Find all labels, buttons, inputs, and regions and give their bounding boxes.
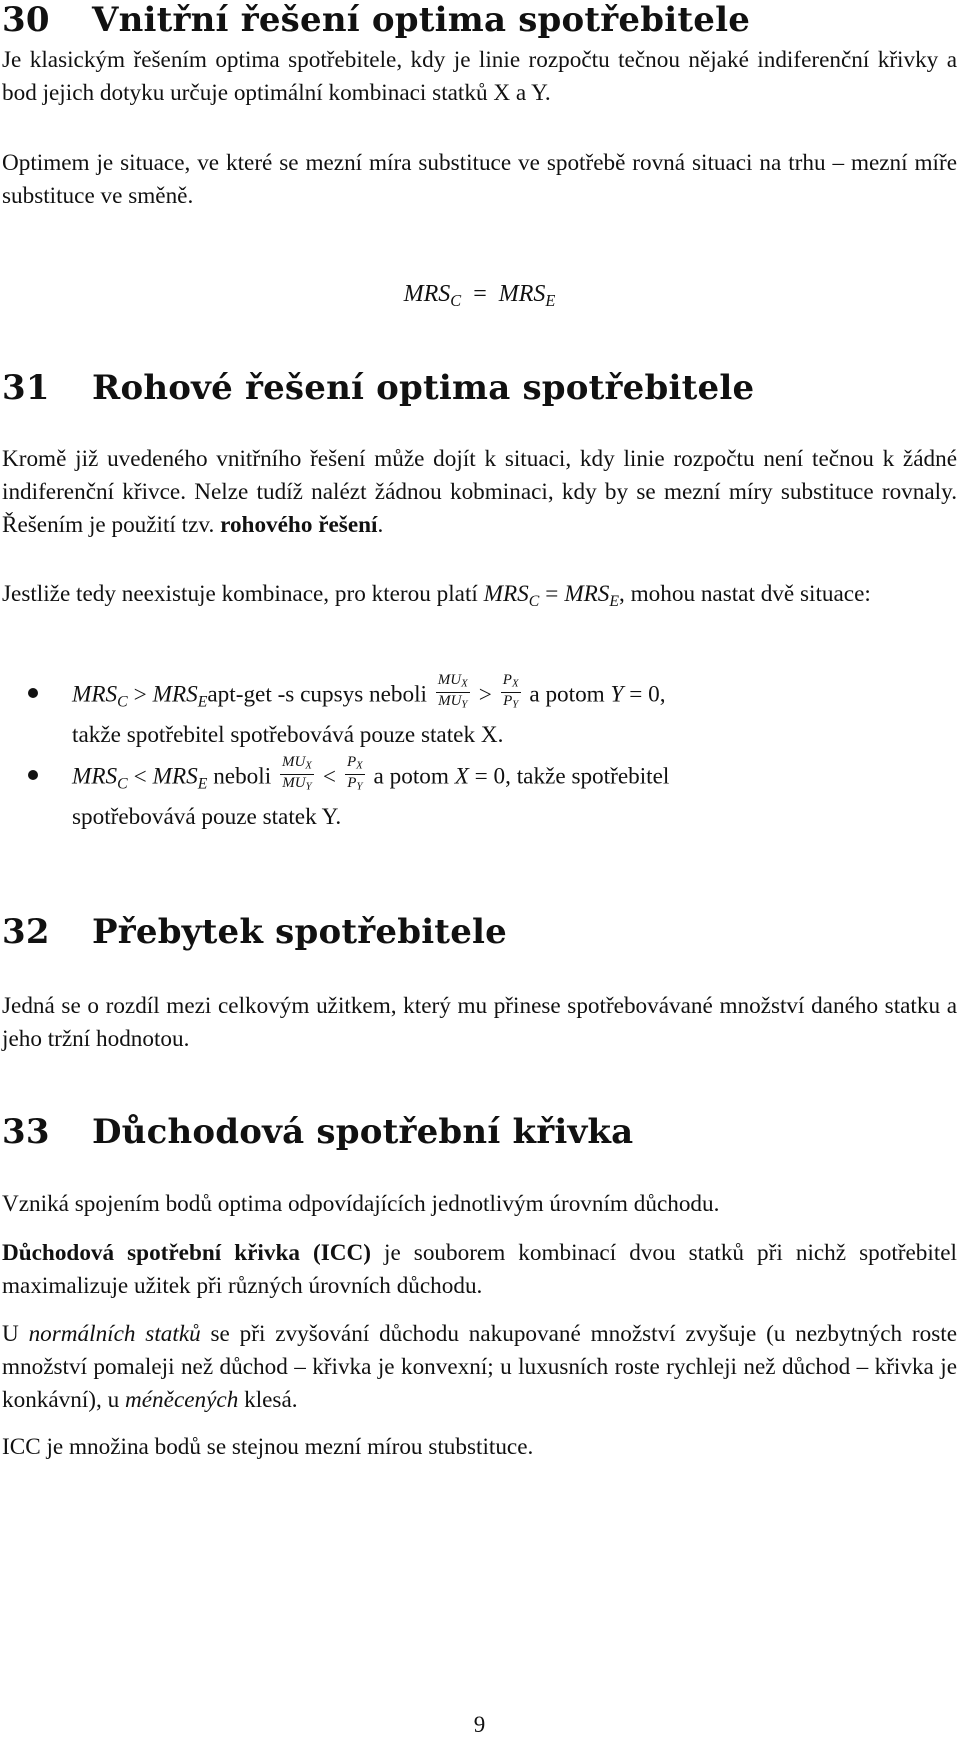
fraction: $\frac{\text{MUX}}{\text{MUY}}$ [437, 672, 468, 711]
section-title: Vnitřní řešení optima spotřebitele [92, 0, 751, 40]
paragraph: U normálních statků se při zvyšování důchodu nakupované množství zvyšuje (u nezbytných roste množství pomaleji než důchod – křivka je konvexní; u luxusních roste rychleji než důchod – křivka je konkávní), u méněcených klesá. [2, 1321, 957, 1413]
paragraph: Kromě již uvedeného vnitřního řešení může dojít k situaci, kdy linie rozpočtu není tečnou k žádné indiferenční křivce. Nelze tudíž nalézt žádnou kobminaci, kdy by se mezní míry substituce rovnaly. Řešením je použití tzv. rohového řešení. [2, 446, 957, 538]
list-item-text: $MRS_C > MRS_Eapt-get$ -s cupsys neboli $\frac{\text{MUX}}{\text{MUY}}$ > $\frac{PX}{PY}$ a potom Y = 0, takže spotřebitel spotřebovává pouze statek X. [72, 672, 666, 748]
display-equation: $MRS_C = MRS_E$ [403, 281, 556, 311]
bold-term: rohového řešení [220, 512, 378, 538]
italic-term: méněcených [125, 1387, 239, 1413]
paragraph: Jestliže tedy neexistuje kombinace, pro kterou platí $MRS_C = MRS_E$, mohou nastat dvě situace: [2, 581, 871, 611]
fraction: $\frac{PX}{PY}$ [346, 754, 363, 793]
section-title: Rohové řešení optima spotřebitele [92, 368, 755, 408]
section-title: Důchodová spotřební křivka [92, 1112, 634, 1152]
section-heading-30 [2, 0, 750, 40]
fraction: $\frac{\text{MUX}}{\text{MUY}}$ [281, 754, 312, 793]
section-number: 31 [2, 368, 50, 408]
paragraph: Optimem je situace, ve které se mezní míra substituce ve spotřebě rovná situaci na trhu – mezní míře substituce ve směně. [2, 150, 957, 209]
section-title: Přebytek spotřebitele [92, 912, 507, 952]
page-number: 9 [473, 1712, 486, 1737]
paragraph: ICC je množina bodů se stejnou mezní mírou stubstituce. [2, 1434, 534, 1460]
section-heading-31 [2, 368, 754, 408]
list-item-text: $MRS_C < MRS_E$ neboli $\frac{\text{MUX}}{\text{MUY}}$ < $\frac{PX}{PY}$ a potom X = 0, takže spotřebitel spotřebovává pouze statek Y. [72, 754, 670, 830]
section-heading-33 [2, 1112, 633, 1152]
bullet-icon [28, 688, 38, 698]
section-number: 33 [2, 1112, 50, 1152]
section-heading-32 [2, 912, 507, 952]
bullet-icon [28, 770, 38, 780]
section-number: 32 [2, 912, 50, 952]
paragraph: Je klasickým řešením optima spotřebitele, kdy je linie rozpočtu tečnou nějaké indiferenční křivky a bod jejich dotyku určuje optimální kombinaci statků X a Y. [2, 47, 957, 106]
paragraph: Vzniká spojením bodů optima odpovídajících jednotlivým úrovním důchodu. [2, 1191, 720, 1217]
italic-term: normálních statků [28, 1321, 201, 1347]
bold-term: Důchodová spotřební křivka (ICC) [2, 1240, 371, 1266]
paragraph: Důchodová spotřební křivka (ICC) je souborem kombinací dvou statků při nichž spotřebitel maximalizuje užitek při různých úrovních důchodu. [2, 1240, 957, 1299]
paragraph: Jedná se o rozdíl mezi celkovým užitkem, který mu přinese spotřebovávané množství daného statku a jeho tržní hodnotou. [2, 993, 957, 1052]
fraction: $\frac{PX}{PY}$ [502, 672, 519, 711]
section-number: 30 [2, 0, 50, 40]
document-page [2, 0, 957, 1754]
